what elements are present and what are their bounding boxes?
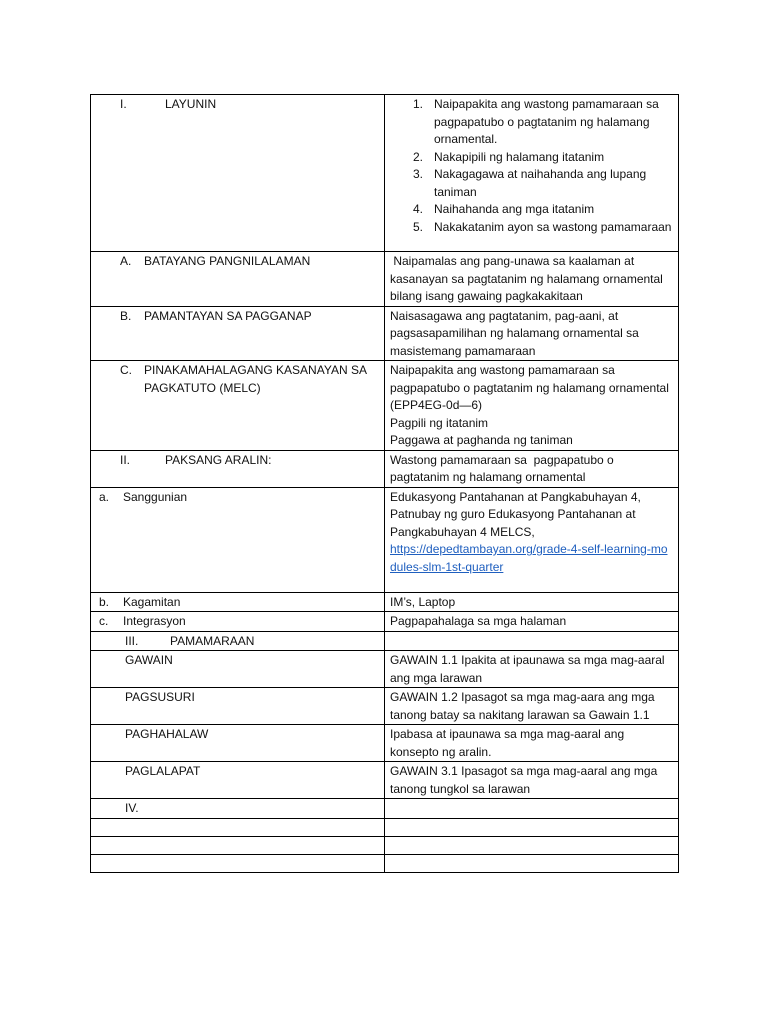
section-label: PAMAMARAAN xyxy=(170,633,255,648)
cell-paghahalaw-label xyxy=(91,725,385,762)
row-gawain xyxy=(91,651,679,688)
section-label: Sanggunian xyxy=(123,489,188,504)
empty-cell xyxy=(91,836,385,854)
melc-text: Pagpili ng itatanim xyxy=(390,415,489,430)
row-kagamitan xyxy=(91,592,679,612)
row-batayang xyxy=(91,252,679,307)
cell-pamamaraan-label xyxy=(91,631,385,651)
melc-text: Naipapakita ang wastong pamamaraan sa pagpapatubo o pagtatanim ng halamang ornamental (EPP4EG-0d—6) xyxy=(390,363,669,412)
row-integrasyon xyxy=(91,612,679,632)
empty-row xyxy=(91,836,679,854)
cell-sanggunian-value xyxy=(385,487,679,592)
section-label: PAMANTAYAN SA PAGGANAP xyxy=(144,308,312,323)
row-paglalapat xyxy=(91,762,679,799)
cell-melc-value xyxy=(385,361,679,451)
cell-pamantayan-label xyxy=(91,306,385,361)
section-number: B. xyxy=(120,308,132,323)
list-item: 4. Naihahanda ang mga itatanim xyxy=(413,202,595,216)
cell-layunin-label xyxy=(91,95,385,252)
section-label: PAKSANG ARALIN: xyxy=(165,452,272,467)
empty-row xyxy=(91,854,679,872)
list-item: 1. Naipapakita ang wastong pamamaraan sa pagpapatubo o pagtatanim ng halamang ornamental. xyxy=(413,97,659,146)
cell-melc-label xyxy=(91,361,385,451)
section-number: C. xyxy=(120,363,132,377)
section-label: LAYUNIN xyxy=(165,97,217,111)
row-paksang xyxy=(91,450,679,487)
reference-link[interactable]: https://depedtambayan.org/grade-4-self-learning-modules-slm-1st-quarter xyxy=(390,542,668,574)
section-label: PAGSUSURI xyxy=(125,690,195,704)
list-item: 2. Nakapipili ng halamang itatanim xyxy=(413,149,605,164)
cell-paksang-value: Wastong pamamaraan sa pagpapatubo o pagtatanim ng halamang ornamental xyxy=(385,450,679,487)
row-layunin xyxy=(91,95,679,252)
cell-gawain-value: GAWAIN 1.1 Ipakita at ipaunawa sa mga mag-aaral ang mga larawan xyxy=(385,651,679,688)
cell-pagsusuri-label xyxy=(91,688,385,725)
empty-cell xyxy=(385,854,679,872)
empty-row xyxy=(91,818,679,836)
cell-batayang-value: Naipamalas ang pang-unawa sa kaalaman at kasanayan sa pagtatanim ng halamang ornamental bilang isang gawaing pagkakakitaan xyxy=(385,252,679,307)
empty-cell xyxy=(385,836,679,854)
section-number: II. xyxy=(120,452,131,467)
cell-pamantayan-value: Naisasagawa ang pagtatanim, pag-aani, at pagsasapamilihan ng halamang ornamental sa masistemang pamamaraan xyxy=(385,306,679,361)
empty-cell xyxy=(91,818,385,836)
section-label: GAWAIN xyxy=(125,653,173,667)
cell-iv-label xyxy=(91,799,385,819)
empty-cell xyxy=(385,818,679,836)
section-number: III. xyxy=(125,633,139,648)
section-number: A. xyxy=(120,254,132,268)
cell-sanggunian-label xyxy=(91,487,385,592)
section-label: Kagamitan xyxy=(123,594,181,609)
objectives-list xyxy=(390,96,674,236)
melc-text: Paggawa at paghanda ng taniman xyxy=(390,433,573,447)
reference-text: Edukasyong Pantahanan at Pangkabuhayan 4, Patnubay ng guro Edukasyong Pantahanan at Pangkabuhayan 4 MELCS, xyxy=(390,489,641,539)
cell-paghahalaw-value: Ipabasa at ipaunawa sa mga mag-aaral ang konsepto ng aralin. xyxy=(385,725,679,762)
row-paghahalaw xyxy=(91,725,679,762)
cell-pagsusuri-value: GAWAIN 1.2 Ipasagot sa mga mag-aara ang mga tanong batay sa nakitang larawan sa Gawain 1.1 xyxy=(385,688,679,725)
section-label: PAGHAHALAW xyxy=(125,727,209,741)
cell-integrasyon-label xyxy=(91,612,385,632)
section-number: c. xyxy=(99,614,109,628)
section-number: I. xyxy=(120,97,127,111)
section-label: PINAKAMAHALAGANG KASANAYAN SA PAGKATUTO (MELC) xyxy=(144,363,367,395)
row-pagsusuri xyxy=(91,688,679,725)
cell-batayang-label xyxy=(91,252,385,307)
cell-kagamitan-label xyxy=(91,592,385,612)
list-item: 3. Nakagagawa at naihahanda ang lupang taniman xyxy=(413,167,647,199)
section-label: BATAYANG PANGNILALAMAN xyxy=(144,254,311,268)
row-pamantayan xyxy=(91,306,679,361)
row-iv xyxy=(91,799,679,819)
cell-layunin-value xyxy=(385,95,679,252)
cell-paglalapat-value: GAWAIN 3.1 Ipasagot sa mga mag-aaral ang mga tanong tungkol sa larawan xyxy=(385,762,679,799)
list-item: 5. Nakakatanim ayon sa wastong pamamaraan xyxy=(413,219,672,234)
cell-integrasyon-value: Pagpapahalaga sa mga halaman xyxy=(385,612,679,632)
section-number: IV. xyxy=(125,801,139,815)
cell-paksang-label xyxy=(91,450,385,487)
cell-kagamitan-value: IM’s, Laptop xyxy=(385,592,679,612)
section-number: a. xyxy=(99,489,110,504)
empty-cell xyxy=(91,854,385,872)
section-label: Integrasyon xyxy=(123,614,186,628)
row-melc xyxy=(91,361,679,451)
section-number: b. xyxy=(99,594,110,609)
cell-paglalapat-label xyxy=(91,762,385,799)
cell-pamamaraan-value xyxy=(385,631,679,651)
row-sanggunian xyxy=(91,487,679,592)
cell-iv-value xyxy=(385,799,679,819)
lesson-plan-table xyxy=(90,94,679,873)
cell-gawain-label xyxy=(91,651,385,688)
section-label: PAGLALAPAT xyxy=(125,764,201,778)
row-pamamaraan xyxy=(91,631,679,651)
